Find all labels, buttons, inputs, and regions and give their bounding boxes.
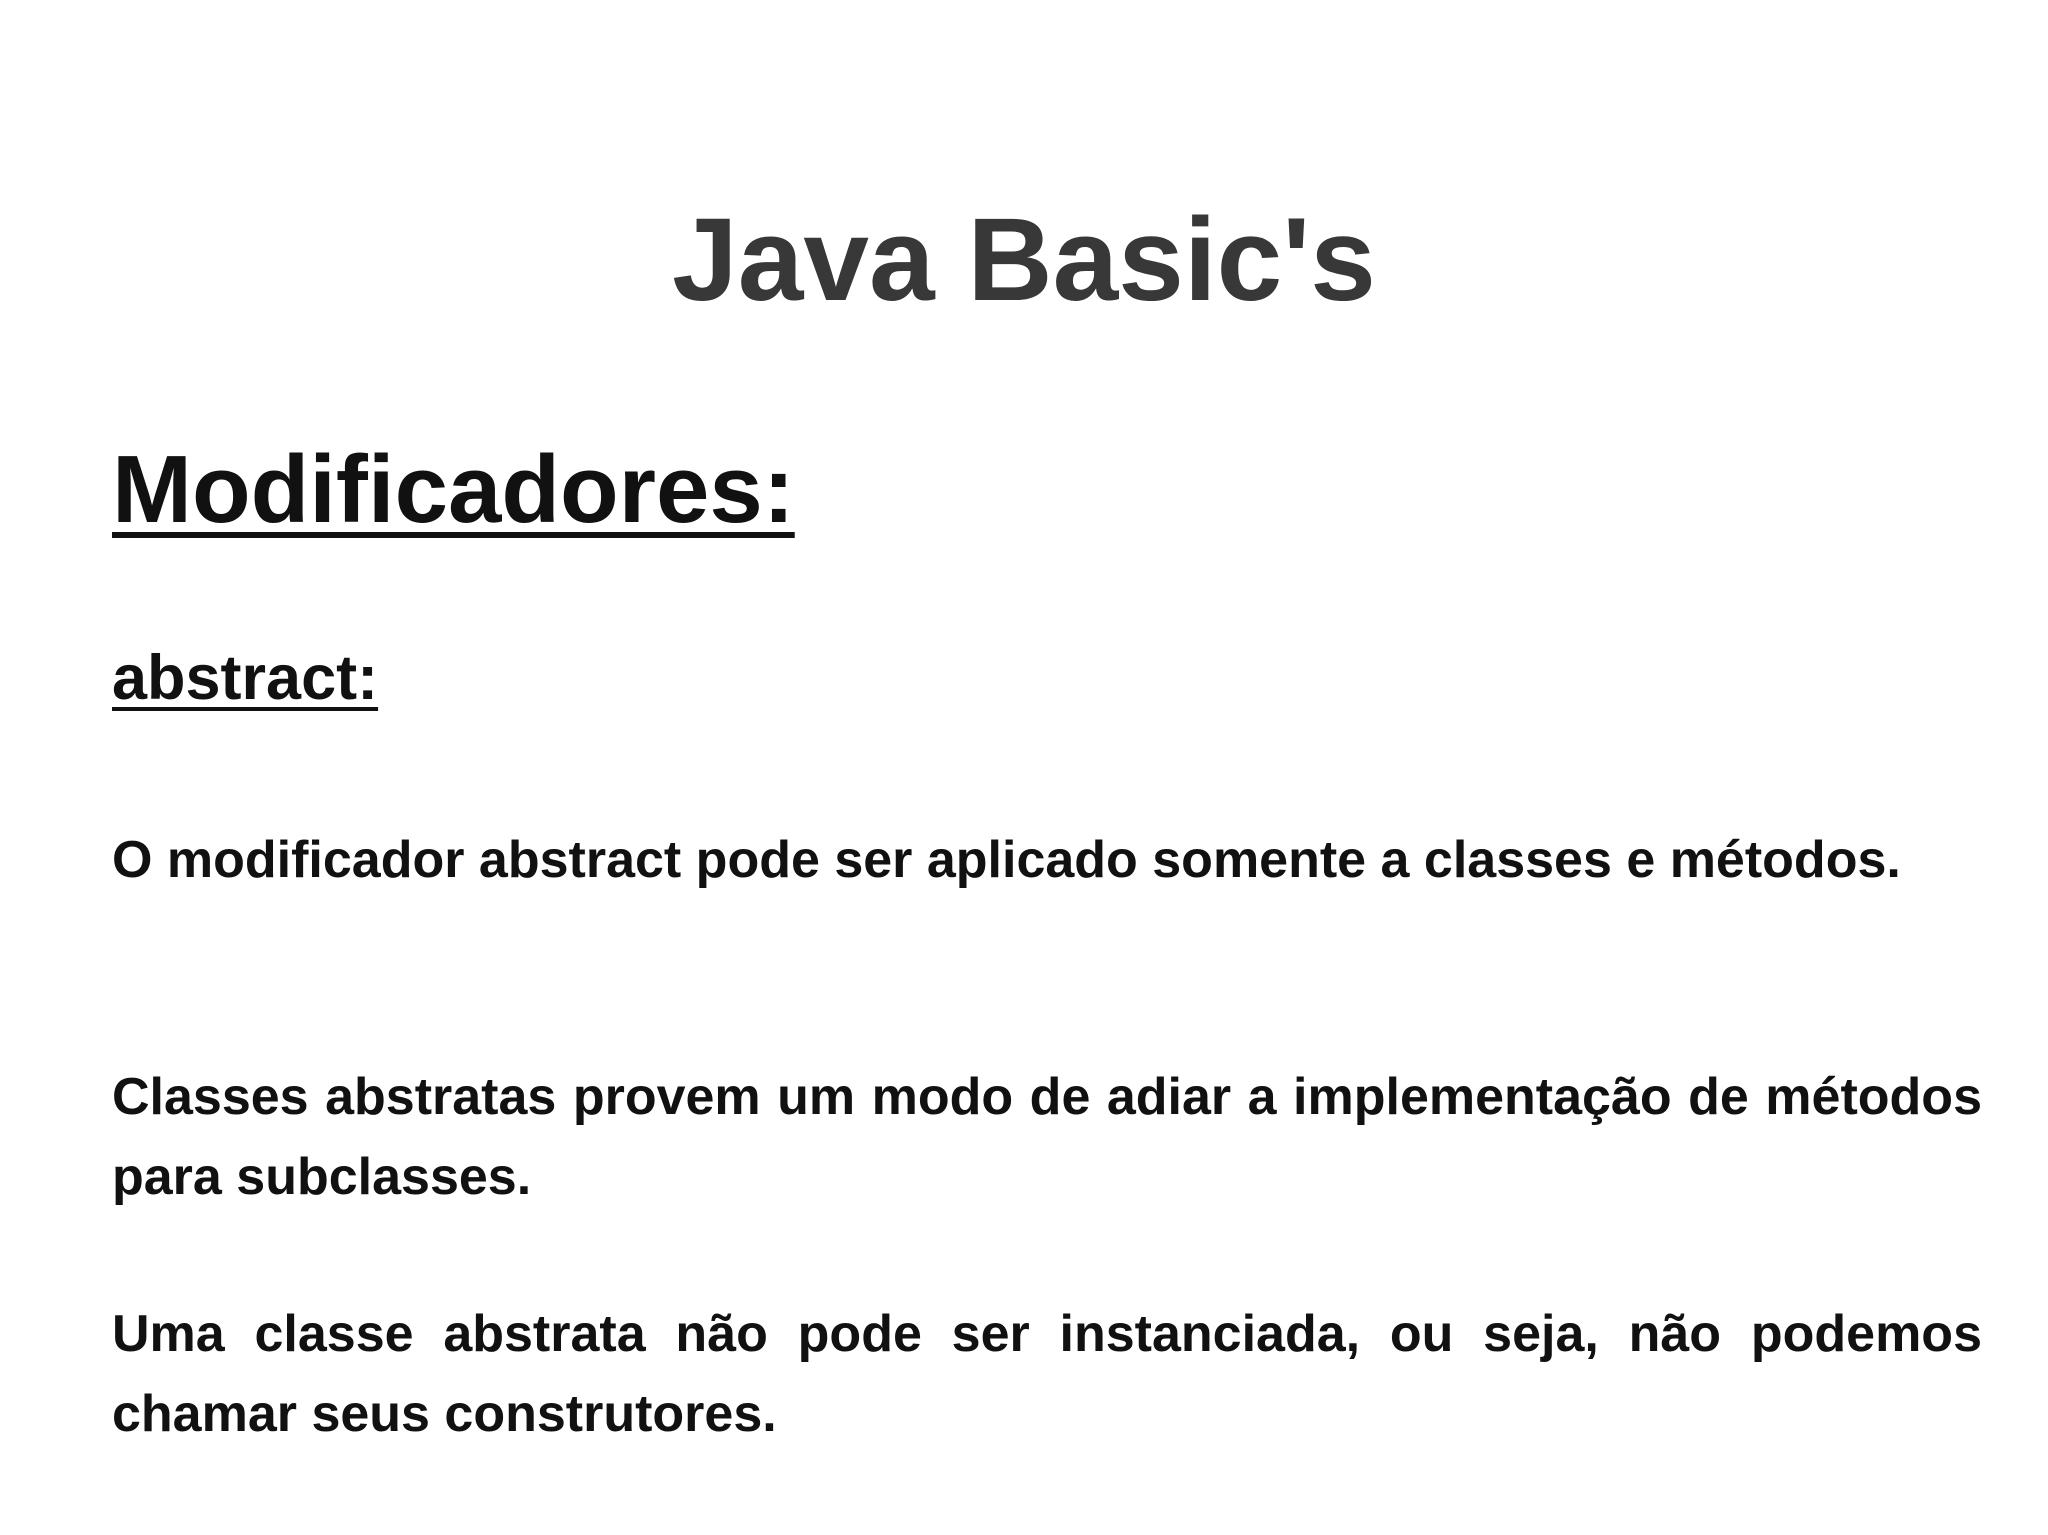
slide-title: Java Basic's [672,194,1376,326]
paragraph: Classes abstratas provem um modo de adiar a implementação de métodos para subclasses. [112,1068,1982,1206]
section-heading: Modificadores: [112,436,795,543]
sub-heading-abstract: abstract: [112,643,379,713]
paragraph: O modificador abstract pode ser aplicado somente a classes e métodos. [112,831,1901,889]
paragraph: Uma classe abstrata não pode ser instanciada, ou seja, não podemos chamar seus construtores. [112,1305,1982,1443]
